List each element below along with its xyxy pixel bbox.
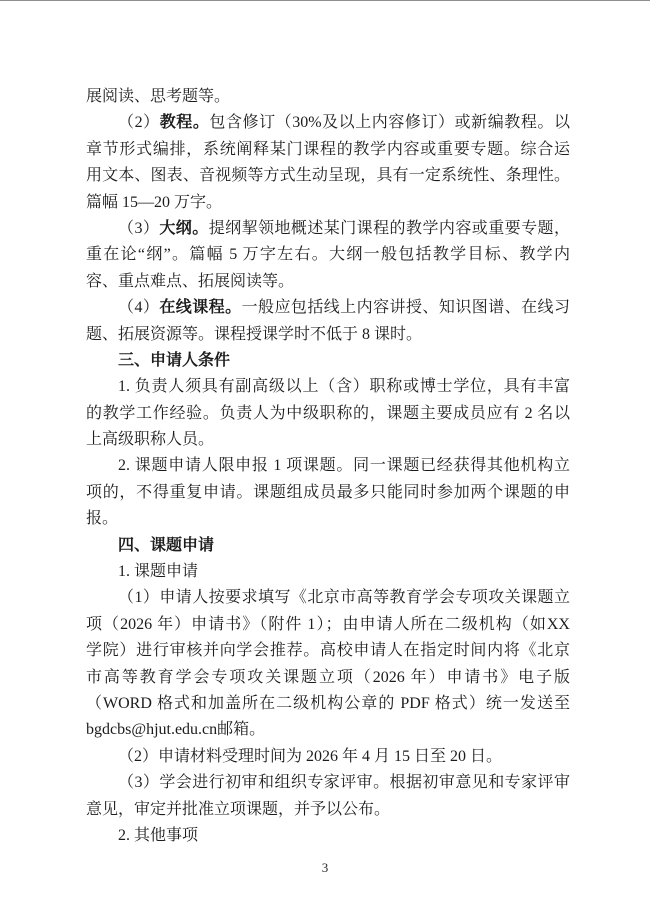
text-run: 题、拓展资源等。课程授课学时不低于 8 课时。 [86, 325, 423, 343]
text-line [86, 110, 570, 136]
emphasis-text: 在线课程。 [159, 299, 242, 317]
text-line [86, 163, 570, 189]
scan-artifact-line [0, 0, 650, 1]
text-run: 市高等教育学会专项攻关课题立项（2026 年）申请书》电子版 [86, 668, 570, 686]
text-line [86, 823, 570, 849]
text-run: 1. 课题申请 [118, 563, 199, 581]
text-run: 上高级职称人员。 [86, 431, 215, 449]
text-run: （4） [118, 299, 160, 317]
text-line [86, 322, 570, 348]
text-line [86, 242, 570, 268]
text-line [86, 427, 570, 453]
page-number: 3 [321, 860, 329, 875]
text-line [86, 190, 570, 216]
text-line [86, 612, 570, 638]
text-run: 1. 负责人须具有副高级以上（含）职称或博士学位，具有丰富 [118, 378, 570, 396]
text-line [86, 401, 570, 427]
text-run: 篇幅 15—20 万字。 [86, 193, 223, 211]
text-run: 容、重点难点、拓展阅读等。 [86, 272, 295, 290]
text-line [86, 585, 570, 611]
text-run: 项的，不得重复申请。课题组成员最多只能同时参加两个课题的申 [86, 483, 570, 501]
text-run: 报。 [86, 510, 119, 528]
text-run: 的教学工作经验。负责人为中级职称的，课题主要成员应有 2 名以 [86, 404, 570, 422]
text-run: 2. 其他事项 [118, 826, 199, 844]
text-line [86, 480, 570, 506]
text-line [86, 770, 570, 796]
text-line [86, 559, 570, 585]
text-line [86, 84, 570, 110]
text-run: （3） [118, 219, 160, 237]
text-line [86, 374, 570, 400]
text-run: bgdcbs@hjut.edu.cn邮箱。 [86, 721, 266, 739]
text-line [86, 744, 570, 770]
text-line [86, 269, 570, 295]
text-run: （2）申请材料受理时间为 2026 年 4 月 15 日至 20 日。 [118, 747, 503, 765]
text-line [86, 295, 570, 321]
text-run: 章节形式编排，系统阐释某门课程的教学内容或重要专题。综合运 [86, 140, 570, 158]
document-body [86, 84, 570, 849]
emphasis-text: 教程。 [159, 114, 210, 132]
text-line [86, 691, 570, 717]
text-run: 学院）进行审核并向学会推荐。高校申请人在指定时间内将《北京 [86, 642, 570, 660]
emphasis-text: 四、课题申请 [118, 536, 215, 554]
text-run: （3）学会进行初审和组织专家评审。根据初审意见和专家评审 [118, 774, 570, 792]
section-heading [86, 348, 570, 374]
emphasis-text: 三、申请人条件 [118, 351, 231, 369]
text-line [86, 137, 570, 163]
text-run: 2. 课题申请人限申报 1 项课题。同一课题已经获得其他机构立 [118, 457, 570, 475]
text-run: 用文本、图表、音视频等方式生动呈现，具有一定系统性、条理性。 [86, 167, 570, 185]
text-run: 意见，审定并批准立项课题，并予以公布。 [86, 800, 391, 818]
text-run: （1）申请人按要求填写《北京市高等教育学会专项攻关课题立 [118, 589, 570, 607]
text-line [86, 717, 570, 743]
section-heading [86, 533, 570, 559]
text-line [86, 453, 570, 479]
text-run: 包含修订（30%及以上内容修订）或新编教程。以 [209, 114, 570, 132]
text-line [86, 506, 570, 532]
text-run: 重在论“纲”。篇幅 5 万字左右。大纲一般包括教学目标、教学内 [86, 246, 570, 264]
text-run: （WORD 格式和加盖所在二级机构公章的 PDF 格式）统一发送至 [86, 694, 570, 712]
text-run: 项（2026 年）申请书》（附件 1）；由申请人所在二级机构（如XX [86, 615, 570, 633]
text-run: 提纲挈领地概述某门课程的教学内容或重要专题， [208, 219, 570, 237]
text-run: 展阅读、思考题等。 [86, 88, 231, 105]
text-line [86, 638, 570, 664]
text-line [86, 665, 570, 691]
text-line [86, 216, 570, 242]
text-run: 一般应包括线上内容讲授、知识图谱、在线习 [241, 299, 570, 317]
text-line [86, 797, 570, 823]
text-run: （2） [118, 114, 160, 132]
emphasis-text: 大纲。 [159, 219, 209, 237]
